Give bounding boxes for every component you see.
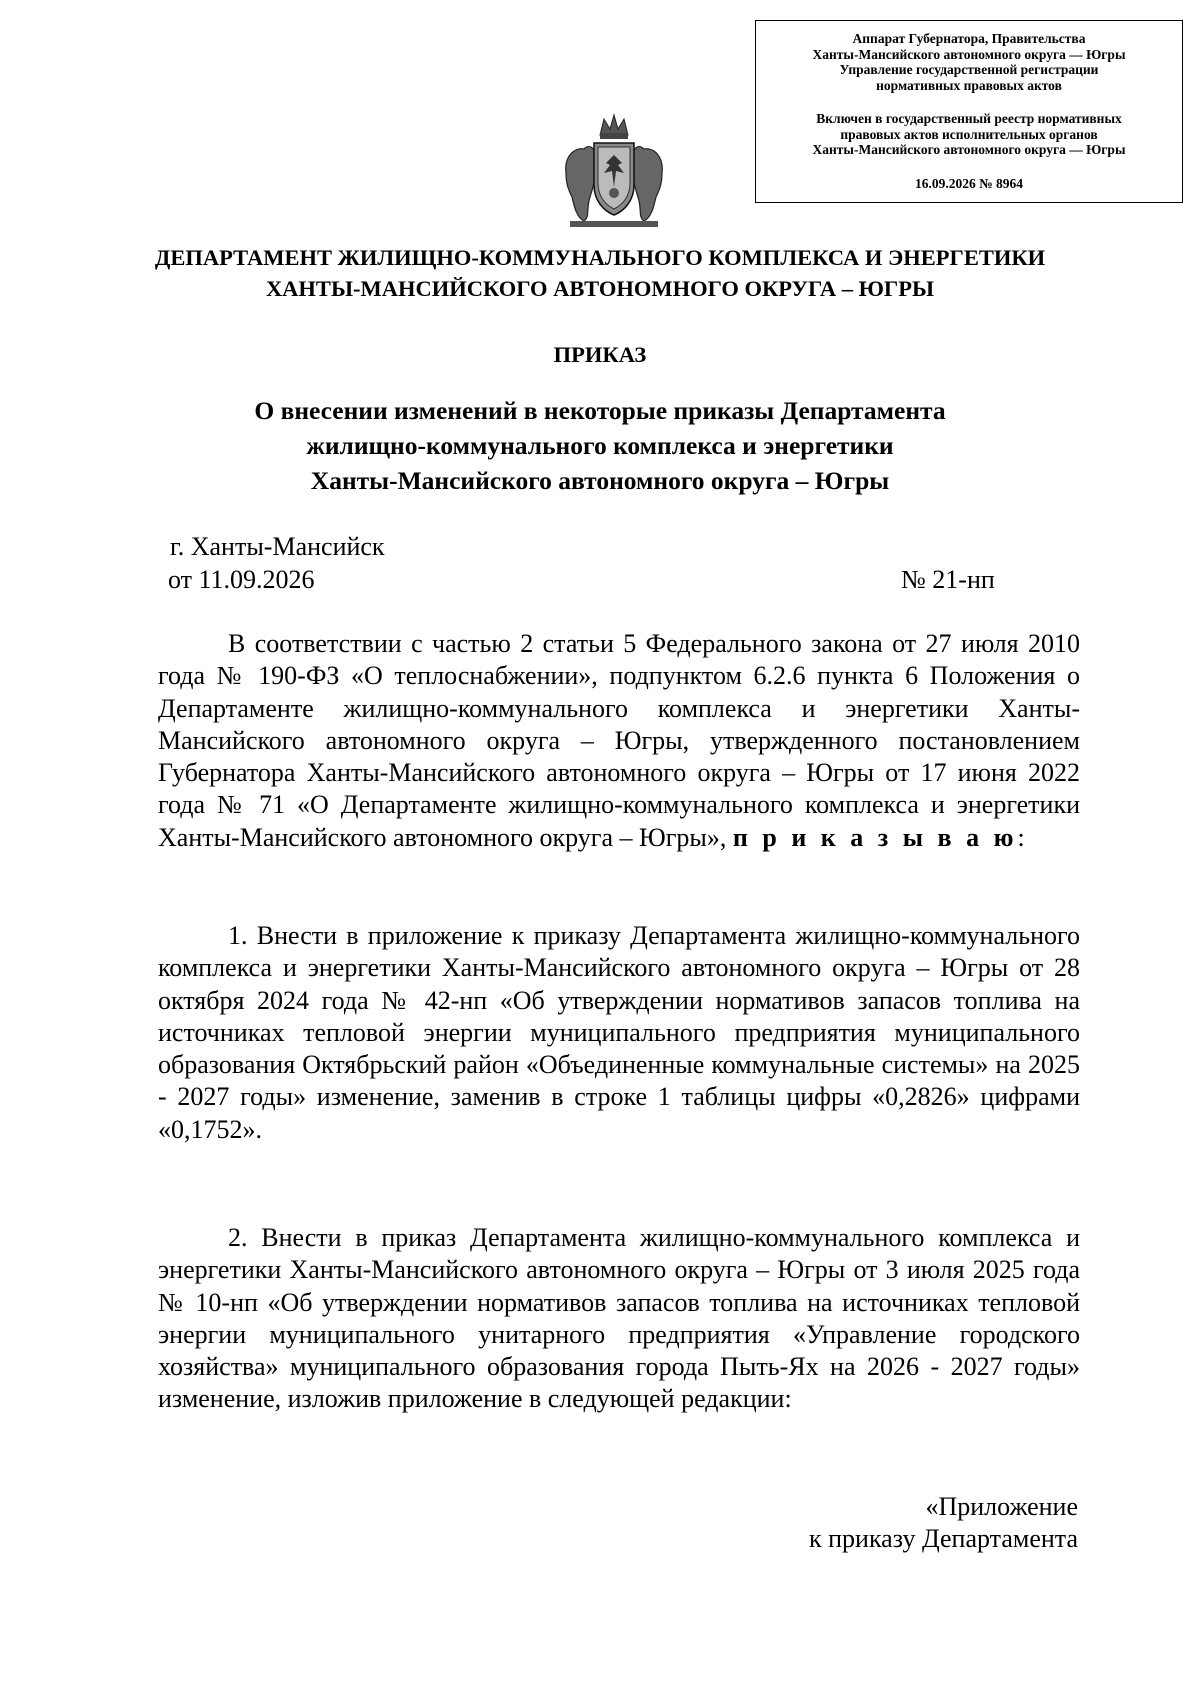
appendix-line: «Приложение <box>925 1492 1078 1521</box>
stamp-line: нормативных правовых актов <box>876 77 1062 93</box>
department-line: ХАНТЫ-МАНСИЙСКОГО АВТОНОМНОГО ОКРУГА – ЮГРЫ <box>265 276 935 301</box>
title-line: Ханты-Мансийского автономного округа – Югры <box>310 466 890 495</box>
stamp-line: Управление государственной регистрации <box>839 62 1099 77</box>
order-colon: : <box>1017 822 1025 852</box>
preamble-paragraph <box>158 628 1080 854</box>
item-2-paragraph: 2. Внести в приказ Департамента жилищно-коммунального комплекса и энергетики Ханты-Мансийского автономного округа – Югры от 3 июля 2025 года № 10-нп «Об утверждении нормативов запасов топлива на источниках тепловой энергии муниципального унитарного предприятия «Управление городского хозяйства» муниципального образования города Пыть-Ях на 2026 - 2027 годы» изменение, изложив приложение в следующей редакции: <box>158 1223 1080 1414</box>
appendix-line: к приказу Департамента <box>808 1524 1078 1553</box>
coat-of-arms-icon <box>560 113 668 231</box>
document-number: № 21-нп <box>901 565 995 594</box>
city-label: г. Ханты-Мансийск <box>170 532 385 561</box>
title-line: О внесении изменений в некоторые приказы Департамента <box>254 396 946 425</box>
department-line: ДЕПАРТАМЕНТ ЖИЛИЩНО-КОММУНАЛЬНОГО КОМПЛЕКСА И ЭНЕРГЕТИКИ <box>154 245 1046 270</box>
document-title <box>150 393 1050 498</box>
order-word: п р и к а з ы в а ю <box>732 822 1018 852</box>
title-line: жилищно-коммунального комплекса и энергетики <box>306 431 894 460</box>
registration-stamp <box>755 20 1183 203</box>
stamp-registration-number: 16.09.2026 № 8964 <box>914 175 1024 191</box>
appendix-caption <box>809 1491 1078 1555</box>
stamp-line: правовых актов исполнительных органов <box>840 126 1098 142</box>
item-1-paragraph: 1. Внести в приложение к приказу Департамента жилищно-коммунального комплекса и энергетики Ханты-Мансийского автономного округа – Югры от 28 октября 2024 года № 42-нп «Об утверждении нормативов запасов топлива на источниках тепловой энергии муниципального предприятия муниципального образования Октябрьский район «Объединенные коммунальные системы» на 2025 - 2027 годы» изменение, заменив в строке 1 таблицы цифры «0,2826» цифрами «0,1752». <box>158 921 1080 1144</box>
stamp-line: Ханты-Мансийского автономного округа — Югры <box>812 142 1126 157</box>
preamble-text: В соответствии с частью 2 статьи 5 Федерального закона от 27 июля 2010 года № 190-ФЗ «О теплоснабжении», подпунктом 6.2.6 пункта 6 Положения о Департаменте жилищно-коммунального комплекса и энергетики Ханты-Мансийского автономного округа – Югры, утвержденного постановлением Губернатора Ханты-Мансийского автономного округа – Югры от 17 июня 2022 года № 71 «О Департаменте жилищно-коммунального комплекса и энергетики Ханты-Мансийского автономного округа – Югры», <box>158 629 1080 852</box>
date-label: от 11.09.2026 <box>168 565 315 594</box>
department-name <box>100 242 1100 304</box>
stamp-line: Включен в государственный реестр нормативных <box>816 111 1122 126</box>
stamp-line: Аппарат Губернатора, Правительства <box>852 31 1086 46</box>
stamp-line: Ханты-Мансийского автономного округа — Югры <box>812 46 1126 62</box>
document-type: ПРИКАЗ <box>553 342 647 367</box>
